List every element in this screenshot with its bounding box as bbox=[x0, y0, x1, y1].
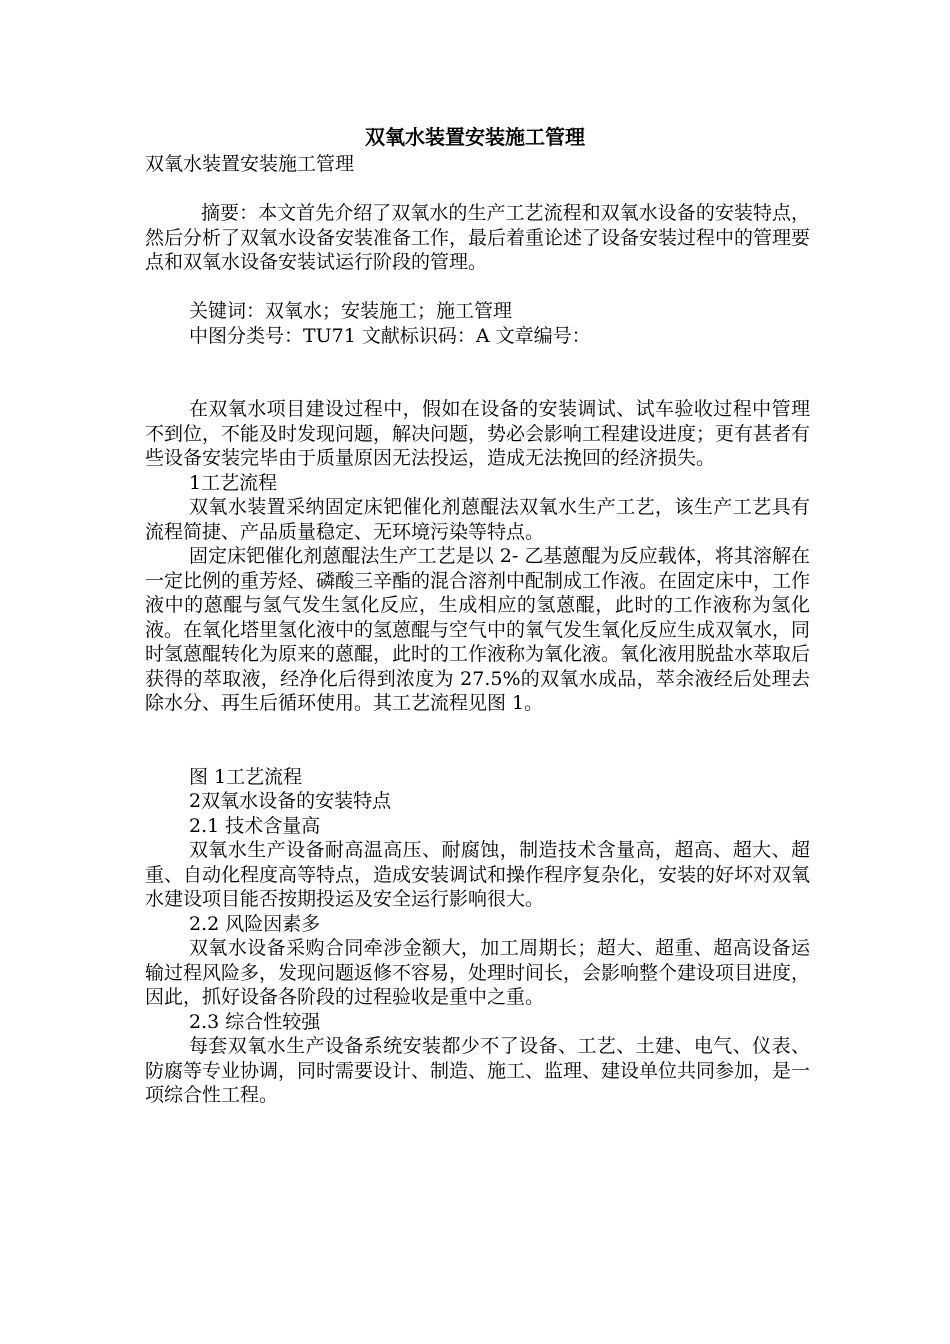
section-2-1-paragraph: 双氧水生产设备耐高温高压、耐腐蚀，制造技术含量高，超高、超大、超重、自动化程度高等特点，造成安装调试和操作程序复杂化，安装的好坏对双氧水建设项目能否按期投运及安全运行影响很大。 bbox=[145, 839, 811, 910]
section-2-3-paragraph: 每套双氧水生产设备系统安装都少不了设备、工艺、土建、电气、仪表、防腐等专业协调，同时需要设计、制造、施工、监理、建设单位共同参加，是一项综合性工程。 bbox=[145, 1035, 811, 1106]
figure-1-caption: 图 1工艺流程 bbox=[189, 765, 303, 788]
section-2-1-heading: 2.1 技术含量高 bbox=[189, 814, 321, 837]
section-2-heading: 2双氧水设备的安装特点 bbox=[189, 790, 392, 812]
document-subtitle: 双氧水装置安装施工管理 bbox=[145, 153, 355, 175]
spacer bbox=[145, 348, 810, 397]
section-1-paragraph-2: 固定床钯催化剂蒽醌法生产工艺是以 2- 乙基蒽醌为反应载体，将其溶解在一定比例的重芳烃、磷酸三辛酯的混合溶剂中配制成工作液。在固定床中，工作液中的蒽醌与氢气发生氢化反应，生成相应的氢蒽醌，此时的工作液称为氢化液。在氧化塔里氢化液中的氢蒽醌与空气中的氧气发生氧化反应生成双氧水，同时氢蒽醌转化为原来的蒽醌，此时的工作液称为氧化液。氧化液用脱盐水萃取后获得的萃取液，经净化后得到浓度为 27.5%的双氧水成品，萃余液经后处理去除水分、再生后循环使用。其工艺流程见图 1。 bbox=[145, 545, 811, 714]
intro-paragraph: 在双氧水项目建设过程中，假如在设备的安装调试、试车验收过程中管理不到位，不能及时发现问题，解决问题，势必会影响工程建设进度；更有甚者有些设备安装完毕由于质量原因无法投运，造成无法挽回的经济损失。 bbox=[145, 398, 811, 469]
figure-placeholder bbox=[145, 716, 810, 765]
spacer bbox=[145, 177, 810, 202]
classification-line: 中图分类号：TU71 文献标识码：A 文章编号： bbox=[189, 324, 591, 347]
document-body bbox=[145, 152, 810, 1108]
section-2-2-paragraph: 双氧水设备采购合同牵涉金额大，加工周期长；超大、超重、超高设备运输过程风险多，发现问题返修不容易，处理时间长，会影响整个建设项目进度，因此，抓好设备各阶段的过程验收是重中之重。 bbox=[145, 937, 811, 1008]
section-1-heading: 1工艺流程 bbox=[189, 471, 278, 494]
section-1-paragraph-1: 双氧水装置采纳固定床钯催化剂蒽醌法双氧水生产工艺，该生产工艺具有流程简捷、产品质量稳定、无环境污染等特点。 bbox=[145, 496, 810, 543]
abstract-paragraph: 摘要：本文首先介绍了双氧水的生产工艺流程和双氧水设备的安装特点，然后分析了双氧水设备安装准备工作，最后着重论述了设备安装过程中的管理要点和双氧水设备安装试运行阶段的管理。 bbox=[145, 202, 811, 273]
section-2-3-heading: 2.3 综合性较强 bbox=[189, 1010, 321, 1033]
spacer bbox=[145, 275, 810, 300]
section-2-2-heading: 2.2 风险因素多 bbox=[189, 912, 321, 935]
document-title: 双氧水装置安装施工管理 bbox=[365, 125, 585, 149]
keywords-line: 关键词：双氧水；安装施工；施工管理 bbox=[189, 300, 513, 322]
